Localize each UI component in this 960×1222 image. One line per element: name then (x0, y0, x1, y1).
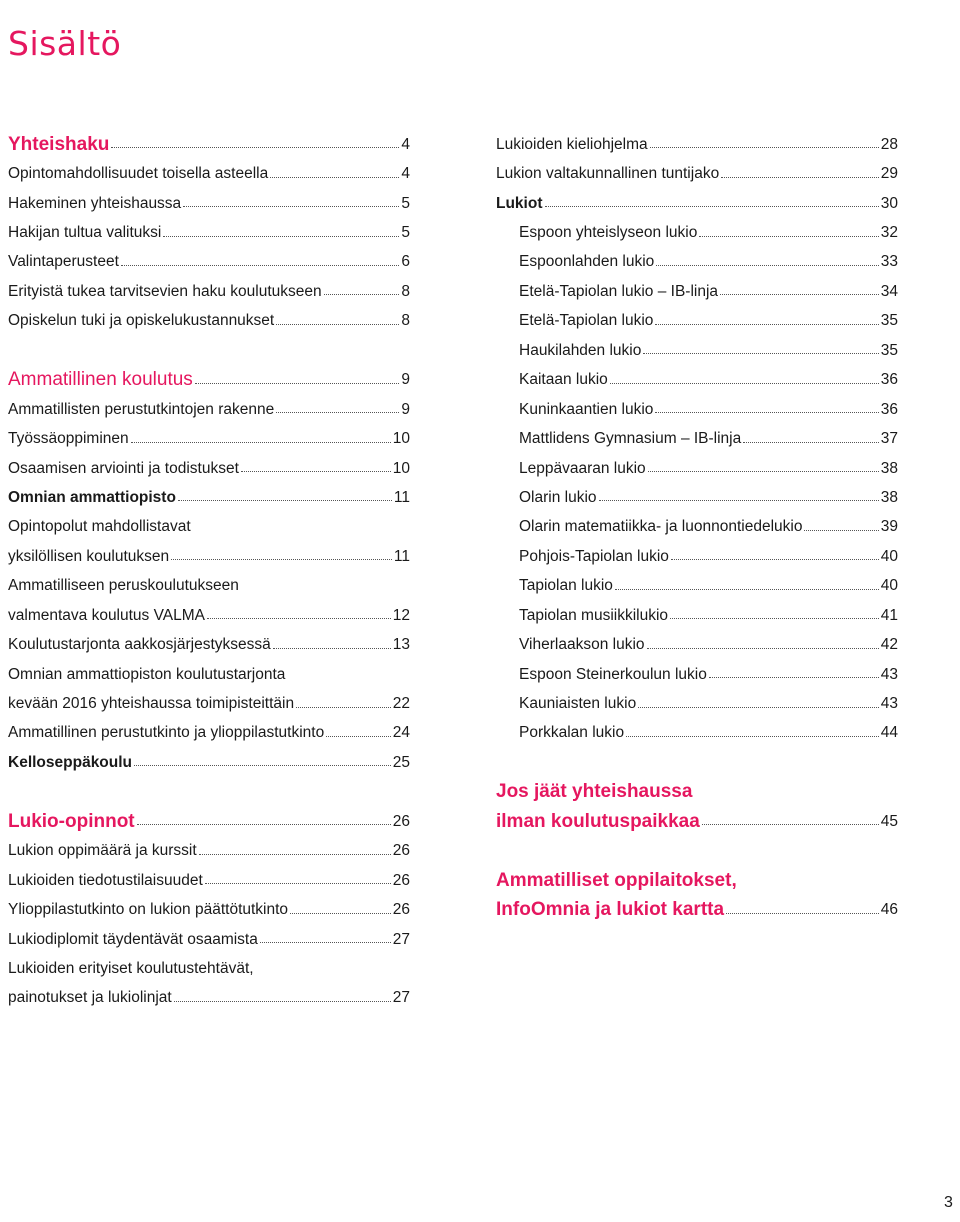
toc-entry-page: 28 (880, 135, 898, 153)
toc-entry-title: Etelä-Tapiolan lukio (519, 312, 654, 330)
dot-leader (615, 589, 879, 590)
toc-entry-page: 38 (880, 488, 898, 506)
dot-leader (648, 471, 879, 472)
toc-entry-page: 26 (392, 901, 410, 919)
toc-entry[interactable] (496, 572, 898, 601)
dot-leader (626, 736, 879, 737)
toc-entry-page: 4 (401, 165, 410, 183)
dot-leader (276, 412, 399, 413)
toc-entry-title: Koulutustarjonta aakkosjärjestyksessä (8, 636, 271, 654)
toc-entry-title: yksilöllisen koulutuksen (8, 547, 170, 565)
dot-leader (290, 913, 391, 914)
toc-entry-page: 46 (880, 901, 898, 919)
toc-spacer (8, 778, 410, 807)
toc-entry[interactable] (496, 159, 898, 188)
toc-spacer (496, 748, 898, 777)
toc-entry-title: InfoOmnia ja lukiot kartta (496, 899, 725, 921)
toc-entry[interactable] (496, 336, 898, 365)
dot-leader (199, 854, 391, 855)
toc-entry[interactable] (496, 248, 898, 277)
toc-entry-page: 38 (880, 459, 898, 477)
dot-leader (163, 236, 399, 237)
toc-entry-page: 40 (880, 577, 898, 595)
toc-entry-page: 33 (880, 253, 898, 271)
toc-entry[interactable] (496, 130, 898, 159)
toc-entry-page: 25 (392, 753, 410, 771)
toc-entry-title: Porkkalan lukio (519, 724, 625, 742)
toc-entry[interactable] (8, 248, 410, 277)
toc-entry-page: 10 (392, 430, 410, 448)
toc-entry[interactable] (496, 395, 898, 424)
toc-entry-page: 32 (880, 224, 898, 242)
dot-leader (195, 383, 400, 384)
toc-entry[interactable] (8, 483, 410, 512)
toc-entry-page: 22 (392, 695, 410, 713)
toc-entry[interactable] (8, 660, 410, 689)
toc-entry-title: kevään 2016 yhteishaussa toimipisteittäin (8, 695, 295, 713)
toc-entry-title: Erityistä tukea tarvitsevien haku koulutukseen (8, 282, 322, 300)
toc-entry-page: 35 (880, 341, 898, 359)
dot-leader (726, 913, 879, 914)
toc-entry[interactable] (8, 689, 410, 718)
toc-entry[interactable] (496, 483, 898, 512)
dot-leader (804, 530, 878, 531)
toc-entry-title: Hakeminen yhteishaussa (8, 194, 182, 212)
toc-entry[interactable] (496, 601, 898, 630)
dot-leader (709, 677, 879, 678)
toc-entry-title: Kaitaan lukio (519, 371, 608, 389)
toc-entry-page: 43 (880, 665, 898, 683)
dot-leader (205, 883, 391, 884)
toc-entry[interactable] (8, 130, 410, 159)
toc-entry-title: Työssäoppiminen (8, 430, 129, 448)
toc-spacer (8, 336, 410, 365)
toc-entry-title: Olarin lukio (519, 488, 597, 506)
toc-entry-title: Osaamisen arviointi ja todistukset (8, 459, 239, 477)
toc-entry-title: painotukset ja lukiolinjat (8, 989, 172, 1007)
toc-entry-page: 6 (401, 253, 410, 271)
toc-entry[interactable] (496, 218, 898, 247)
toc-entry[interactable] (496, 189, 898, 218)
toc-entry[interactable] (8, 424, 410, 453)
toc-entry-page: 40 (880, 547, 898, 565)
dot-leader (260, 942, 391, 943)
toc-entry-title: Lukioiden kieliohjelma (496, 135, 648, 153)
dot-leader (670, 618, 879, 619)
toc-entry-title: Pohjois-Tapiolan lukio (519, 547, 669, 565)
dot-leader (638, 707, 879, 708)
toc-entry-title: valmentava koulutus VALMA (8, 606, 206, 624)
toc-entry-page: 36 (880, 371, 898, 389)
dot-leader (131, 442, 391, 443)
toc-entry-page: 8 (401, 312, 410, 330)
dot-leader (671, 559, 879, 560)
toc-entry[interactable] (496, 307, 898, 336)
toc-entry[interactable] (496, 424, 898, 453)
dot-leader (545, 206, 879, 207)
toc-entry[interactable] (8, 218, 410, 247)
toc-entry-title: Haukilahden lukio (519, 341, 642, 359)
dot-leader (171, 559, 392, 560)
page-number: 3 (944, 1194, 953, 1211)
toc-entry[interactable] (496, 660, 898, 689)
dot-leader (183, 206, 399, 207)
toc-entry-page: 36 (880, 400, 898, 418)
toc-entry-title: Espoon yhteislyseon lukio (519, 224, 698, 242)
dot-leader (241, 471, 391, 472)
toc-entry-page: 27 (392, 930, 410, 948)
toc-entry[interactable] (8, 630, 410, 659)
dot-leader (270, 177, 399, 178)
toc-entry[interactable] (8, 895, 410, 924)
toc-entry-page: 39 (880, 518, 898, 536)
toc-entry[interactable] (496, 895, 898, 924)
toc-entry-title: Lukiot (496, 194, 543, 212)
toc-entry-title: Jos jäät yhteishaussa (496, 781, 693, 803)
toc-entry-title: Lukioiden tiedotustilaisuudet (8, 871, 203, 889)
toc-entry-page: 8 (401, 282, 410, 300)
toc-entry-title: Tapiolan lukio (519, 577, 613, 595)
toc-entry[interactable] (8, 954, 410, 983)
toc-entry[interactable] (496, 277, 898, 306)
toc-entry-page: 24 (392, 724, 410, 742)
toc-entry-title: Espoonlahden lukio (519, 253, 655, 271)
toc-entry-title: Lukio-opinnot (8, 810, 135, 832)
dot-leader (134, 765, 391, 766)
dot-leader (721, 177, 879, 178)
toc-entry[interactable] (8, 454, 410, 483)
toc-entry[interactable] (8, 189, 410, 218)
toc-entry-title: Valintaperusteet (8, 253, 119, 271)
page-title: Sisältö (8, 24, 122, 64)
toc-entry-title: Lukiodiplomit täydentävät osaamista (8, 930, 258, 948)
toc-entry[interactable] (8, 277, 410, 306)
toc-entry[interactable] (8, 542, 410, 571)
toc-right-column (496, 130, 898, 925)
toc-entry-page: 4 (401, 135, 410, 153)
toc-entry-page: 41 (880, 606, 898, 624)
dot-leader (111, 147, 399, 148)
toc-entry[interactable] (496, 542, 898, 571)
toc-entry[interactable] (496, 778, 898, 807)
toc-entry[interactable] (496, 366, 898, 395)
toc-entry[interactable] (8, 307, 410, 336)
toc-entry-page: 26 (392, 842, 410, 860)
toc-entry[interactable] (8, 866, 410, 895)
dot-leader (699, 236, 878, 237)
toc-entry-title: Mattlidens Gymnasium – IB-linja (519, 430, 742, 448)
toc-entry[interactable] (496, 719, 898, 748)
dot-leader (650, 147, 879, 148)
toc-entry-title: Opintomahdollisuudet toisella asteella (8, 165, 269, 183)
dot-leader (207, 618, 391, 619)
toc-entry[interactable] (8, 925, 410, 954)
toc-entry-page: 34 (880, 282, 898, 300)
toc-entry[interactable] (8, 748, 410, 777)
toc-entry-page: 29 (880, 165, 898, 183)
toc-entry-title: Lukion oppimäärä ja kurssit (8, 842, 197, 860)
toc-entry[interactable] (496, 630, 898, 659)
dot-leader (326, 736, 391, 737)
toc-entry[interactable] (8, 807, 410, 836)
toc-entry-title: Viherlaakson lukio (519, 636, 645, 654)
toc-entry[interactable] (496, 689, 898, 718)
toc-entry-title: Kuninkaantien lukio (519, 400, 654, 418)
toc-entry-page: 35 (880, 312, 898, 330)
toc-entry-title: Omnian ammattiopisto (8, 488, 176, 506)
toc-entry-page: 27 (392, 989, 410, 1007)
toc-entry-title: Espoon Steinerkoulun lukio (519, 665, 707, 683)
toc-entry-title: Leppävaaran lukio (519, 459, 646, 477)
toc-entry-title: Hakijan tultua valituksi (8, 224, 162, 242)
toc-entry-title: Omnian ammattiopiston koulutustarjonta (8, 665, 286, 683)
toc-entry-page: 42 (880, 636, 898, 654)
dot-leader (643, 353, 878, 354)
toc-entry[interactable] (496, 866, 898, 895)
toc-entry-title: Ammatillisten perustutkintojen rakenne (8, 400, 275, 418)
dot-leader (720, 294, 879, 295)
toc-entry-page: 26 (392, 812, 410, 830)
toc-entry[interactable] (496, 454, 898, 483)
toc-entry[interactable] (8, 601, 410, 630)
dot-leader (610, 383, 879, 384)
toc-entry-page: 37 (880, 430, 898, 448)
toc-entry-title: Kauniaisten lukio (519, 695, 637, 713)
dot-leader (656, 265, 878, 266)
toc-entry-title: Lukion valtakunnallinen tuntijako (496, 165, 720, 183)
toc-entry-page: 5 (401, 224, 410, 242)
toc-entry-page: 45 (880, 812, 898, 830)
toc-entry-page: 11 (393, 547, 410, 565)
toc-entry[interactable] (8, 572, 410, 601)
toc-entry[interactable] (8, 837, 410, 866)
dot-leader (273, 648, 391, 649)
toc-entry-page: 30 (880, 194, 898, 212)
dot-leader (121, 265, 400, 266)
toc-entry[interactable] (8, 513, 410, 542)
toc-entry[interactable] (8, 395, 410, 424)
dot-leader (324, 294, 400, 295)
toc-entry-title: Ammatilliset oppilaitokset, (496, 869, 737, 891)
toc-entry-title: Kelloseppäkoulu (8, 753, 133, 771)
toc-entry[interactable] (8, 984, 410, 1013)
toc-entry-title: Ammatillinen koulutus (8, 369, 193, 391)
toc-left-column (8, 130, 410, 1013)
toc-entry-page: 26 (392, 871, 410, 889)
toc-entry-page: 9 (401, 400, 410, 418)
toc-entry[interactable] (496, 807, 898, 836)
toc-spacer (496, 837, 898, 866)
dot-leader (655, 324, 878, 325)
toc-entry[interactable] (8, 159, 410, 188)
toc-entry-title: Olarin matematiikka- ja luonnontiedelukio (519, 518, 803, 536)
toc-entry-page: 11 (393, 488, 410, 506)
dot-leader (276, 324, 399, 325)
toc-entry-title: Etelä-Tapiolan lukio – IB-linja (519, 282, 719, 300)
toc-entry-title: Ammatillinen perustutkinto ja ylioppilastutkinto (8, 724, 325, 742)
toc-entry-page: 10 (392, 459, 410, 477)
toc-entry[interactable] (8, 719, 410, 748)
dot-leader (296, 707, 391, 708)
toc-entry-page: 44 (880, 724, 898, 742)
toc-entry-page: 43 (880, 695, 898, 713)
toc-entry[interactable] (8, 366, 410, 395)
toc-entry-page: 9 (401, 371, 410, 389)
toc-entry-title: Opintopolut mahdollistavat (8, 518, 191, 536)
toc-entry-title: Opiskelun tuki ja opiskelukustannukset (8, 312, 275, 330)
toc-entry-title: Yhteishaku (8, 133, 110, 155)
toc-entry-title: Ylioppilastutkinto on lukion päättötutkinto (8, 901, 289, 919)
toc-entry-page: 12 (392, 606, 410, 624)
dot-leader (137, 824, 391, 825)
dot-leader (599, 500, 879, 501)
toc-entry[interactable] (496, 513, 898, 542)
toc-entry-title: Ammatilliseen peruskoulutukseen (8, 577, 239, 595)
dot-leader (702, 824, 879, 825)
dot-leader (655, 412, 878, 413)
dot-leader (743, 442, 879, 443)
dot-leader (647, 648, 879, 649)
toc-entry-page: 5 (401, 194, 410, 212)
toc-entry-title: ilman koulutuspaikkaa (496, 810, 700, 832)
dot-leader (174, 1001, 391, 1002)
toc-entry-page: 13 (392, 636, 410, 654)
toc-entry-title: Tapiolan musiikkilukio (519, 606, 669, 624)
toc-entry-title: Lukioiden erityiset koulutustehtävät, (8, 959, 254, 977)
dot-leader (178, 500, 392, 501)
